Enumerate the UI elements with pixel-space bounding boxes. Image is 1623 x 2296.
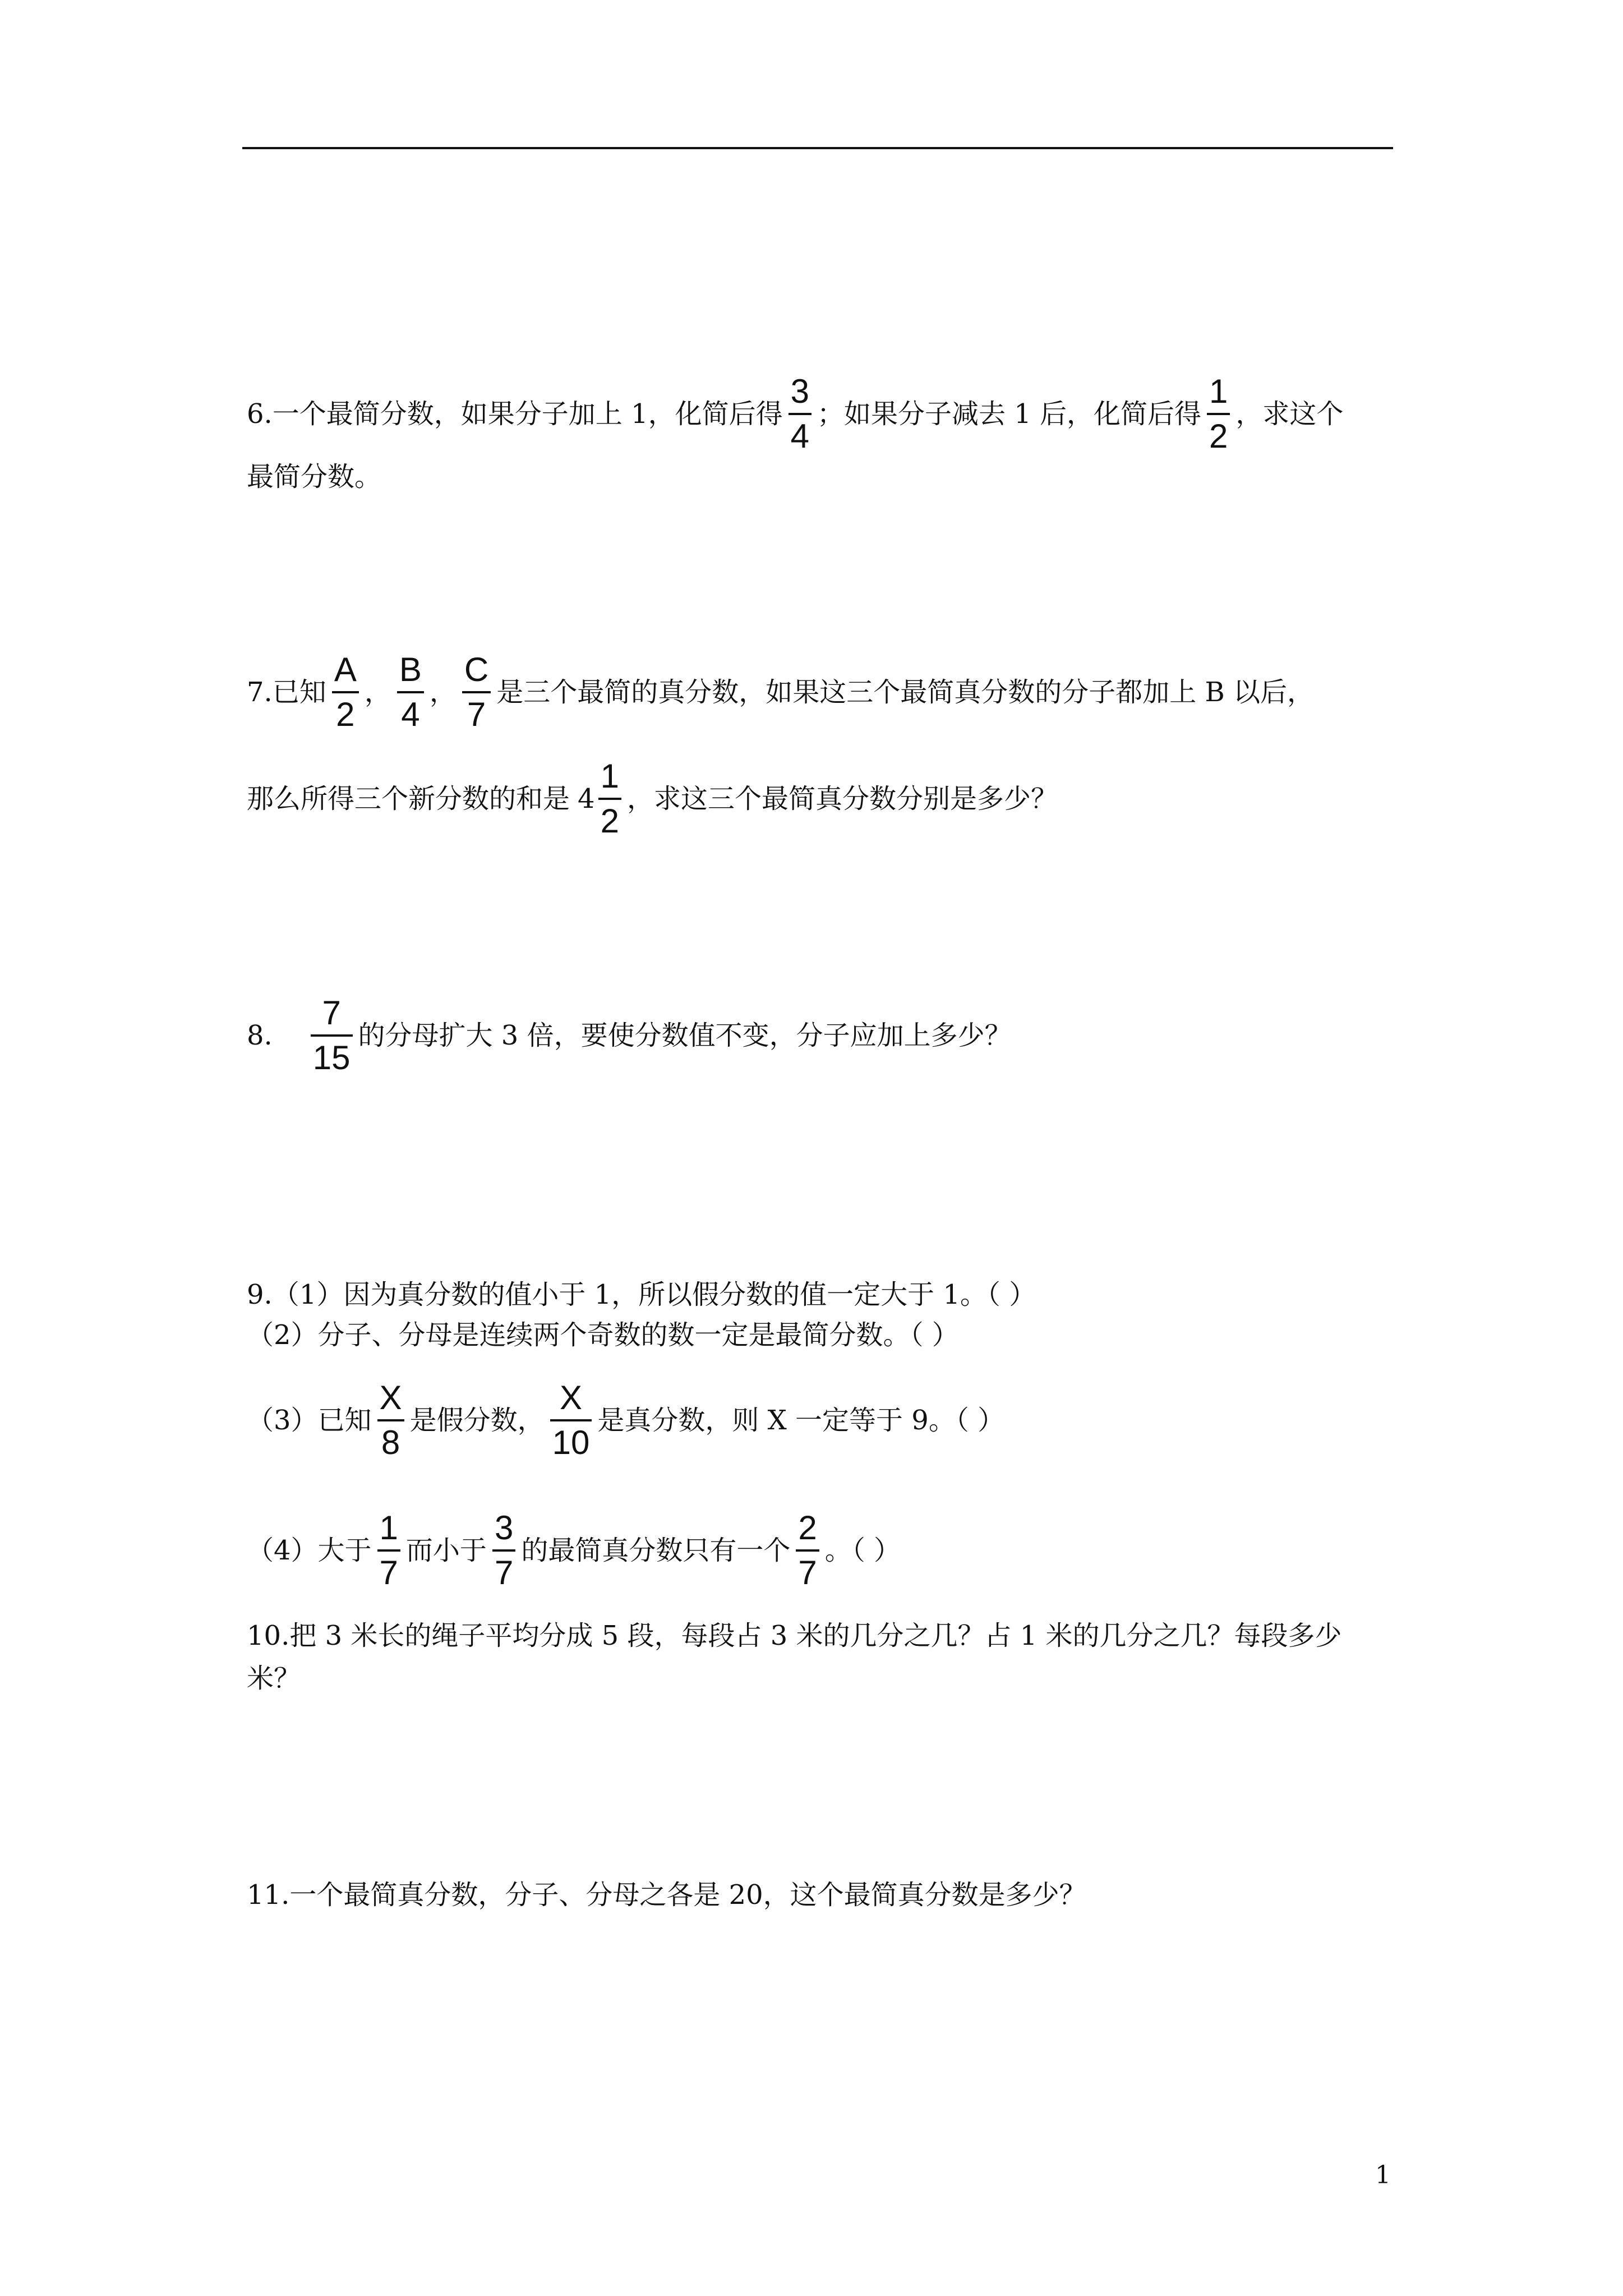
denominator: 7 [494, 1554, 514, 1591]
fraction-bar [789, 413, 811, 415]
q9-statement-1: 9.（1）因为真分数的值小于 1，所以假分数的值一定大于 1。（ ） [247, 1279, 1036, 1310]
numerator: 3 [494, 1509, 514, 1547]
fraction [492, 1509, 515, 1592]
q6-text-1: 6.一个最简分数，如果分子加上 1，化简后得 [247, 398, 783, 430]
numerator: 7 [322, 994, 341, 1032]
page-number: 1 [1375, 2161, 1391, 2189]
q7-sep-1: ， [364, 677, 391, 708]
question-9-item-1 [247, 1277, 1036, 1313]
fraction-bar [796, 1549, 819, 1552]
fraction-bar [550, 1419, 592, 1421]
q9-text-4d: 。（ ） [824, 1535, 901, 1566]
q7-text-1: 7.已知 [247, 677, 326, 708]
question-6-line-1 [247, 372, 1344, 455]
numerator: A [334, 651, 357, 688]
question-9-item-4 [247, 1509, 901, 1591]
fraction-bar [397, 691, 424, 693]
fraction [789, 372, 811, 455]
q9-text-3b: 是假分数， [409, 1405, 545, 1436]
numerator: C [464, 651, 489, 688]
mixed-number-whole: 4 [578, 783, 595, 815]
numerator: X [559, 1379, 582, 1416]
q8-label: 8. [247, 1020, 273, 1051]
q8-text: 的分母扩大 3 倍，要使分数值不变，分子应加上多少？ [358, 1020, 1012, 1051]
q7-sep-2: ， [429, 677, 457, 708]
denominator: 2 [600, 802, 619, 840]
numerator: 1 [600, 757, 619, 795]
numerator: X [379, 1379, 402, 1416]
q6-text-4: 最简分数。 [247, 461, 382, 493]
question-9-item-2 [247, 1317, 959, 1353]
question-11 [247, 1877, 1086, 1913]
denominator: 15 [312, 1039, 351, 1076]
numerator: 2 [798, 1509, 817, 1547]
denominator: 7 [379, 1554, 398, 1591]
q6-text-2: ；如果分子减去 1 后，化简后得 [817, 398, 1202, 430]
denominator: 8 [381, 1424, 400, 1461]
q9-text-4c: 的最简真分数只有一个 [521, 1535, 791, 1566]
fraction [311, 994, 353, 1077]
question-10-line-1 [247, 1618, 1342, 1654]
fraction-bar [1207, 413, 1230, 415]
fraction [796, 1509, 819, 1592]
question-6-line-2 [247, 459, 381, 495]
question-9-item-3 [247, 1379, 1005, 1461]
q9-text-4a: （4）大于 [247, 1535, 372, 1566]
q7-text-4: ，求这三个最简真分数分别是多少？ [626, 783, 1058, 815]
fraction [1207, 372, 1230, 455]
fraction-bar [311, 1034, 353, 1037]
q7-text-2: 是三个最简的真分数，如果这三个最简真分数的分子都加上 B 以后， [496, 677, 1315, 708]
fraction [397, 651, 424, 734]
fraction [377, 1379, 404, 1462]
numerator: B [399, 651, 422, 688]
fraction [462, 651, 491, 734]
denominator: 7 [798, 1554, 817, 1591]
numerator: 1 [379, 1509, 398, 1547]
q9-text-3a: （3）已知 [247, 1405, 372, 1436]
denominator: 4 [401, 696, 420, 733]
q11-text: 11.一个最简真分数，分子、分母之各是 20，这个最简真分数是多少？ [247, 1879, 1086, 1911]
fraction-bar [462, 691, 491, 693]
denominator: 2 [336, 696, 355, 733]
q9-statement-2: （2）分子、分母是连续两个奇数的数一定是最简分数。（ ） [247, 1319, 959, 1351]
numerator: 3 [790, 372, 809, 410]
denominator: 10 [552, 1424, 590, 1461]
fraction-bar [377, 1549, 400, 1552]
fraction [550, 1379, 592, 1462]
q7-text-3: 那么所得三个新分数的和是 [247, 783, 570, 815]
fraction [598, 757, 621, 840]
fraction-bar [377, 1419, 404, 1421]
fraction [377, 1509, 400, 1592]
fraction-bar [492, 1549, 515, 1552]
q10-text-2: 米？ [247, 1663, 301, 1694]
fraction-bar [598, 798, 621, 800]
header-rule [242, 147, 1393, 149]
q9-text-4b: 而小于 [405, 1535, 487, 1566]
fraction-bar [332, 691, 359, 693]
denominator: 4 [790, 417, 809, 455]
question-8 [247, 994, 1012, 1076]
fraction [332, 651, 359, 734]
numerator: 1 [1209, 372, 1228, 410]
question-7-line-1 [247, 651, 1315, 733]
q6-text-3: ，求这个 [1235, 398, 1344, 430]
denominator: 2 [1209, 417, 1228, 455]
denominator: 7 [467, 696, 486, 733]
q9-text-3c: 是真分数，则 X 一定等于 9。（ ） [597, 1405, 1005, 1436]
q10-text-1: 10.把 3 米长的绳子平均分成 5 段，每段占 3 米的几分之几？占 1 米的几分之几？每段多少 [247, 1620, 1342, 1651]
question-7-line-2 [247, 757, 1058, 840]
question-10-line-2 [247, 1660, 301, 1696]
